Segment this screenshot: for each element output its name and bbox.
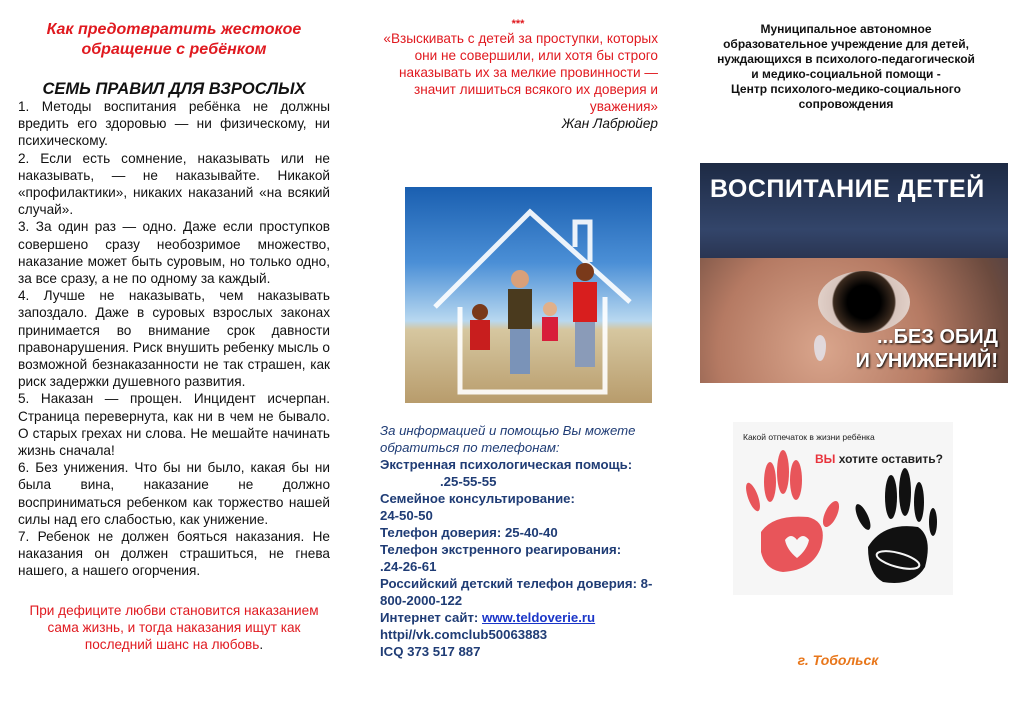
- poster-subtitle-1: ...БЕЗ ОБИД: [876, 326, 998, 348]
- handprints-poster: [733, 422, 953, 595]
- vk-link: httpi//vk.comclub50063883: [380, 627, 548, 642]
- contact-russian-child-line: [380, 575, 670, 609]
- stars-separator: ***: [511, 18, 525, 30]
- org-line: Муниципальное автономное: [760, 22, 932, 36]
- contact-label: Семейное консультирование:: [380, 491, 575, 506]
- closing-text: При дефиците любви становится наказанием сама жизнь, и тогда наказания ищут как последний шанс на любовь: [29, 602, 319, 652]
- contact-label: Российский детский телефон доверия:: [380, 576, 637, 591]
- rules-heading: СЕМЬ ПРАВИЛ ДЛЯ ВЗРОСЛЫХ: [42, 80, 306, 98]
- org-line: Центр психолого-медико-социального: [731, 82, 961, 96]
- contact-family: [380, 490, 670, 524]
- icq-number: ICQ 373 517 887: [380, 644, 481, 659]
- org-line: сопровождения: [798, 97, 894, 111]
- black-handprint: [853, 468, 937, 583]
- contact-emergency-response: [380, 541, 670, 575]
- rule-2: 2. Если есть сомнение, наказывать или не наказывать, — не наказывайте. Никакой «профилактики», никаких наказаний «на всякий случай».: [18, 150, 330, 218]
- handprints-question-1: Какой отпечаток в жизни ребёнка: [743, 432, 875, 442]
- tear-image: [814, 335, 826, 361]
- poster-subtitle-2: И УНИЖЕНИЙ!: [855, 350, 998, 372]
- middle-column: [378, 18, 658, 132]
- contact-emergency-psych: [380, 456, 670, 490]
- org-line: нуждающихся в психолого-педагогической: [717, 52, 975, 66]
- brochure-title: Как предотвратить жестокое обращение с ребёнком: [46, 21, 302, 58]
- contacts-block: [380, 422, 670, 660]
- org-line: и медико-социальной помощи -: [751, 67, 941, 81]
- right-column: [688, 22, 1004, 112]
- website-label: Интернет сайт:: [380, 610, 479, 625]
- contact-label: Телефон доверия:: [380, 525, 502, 540]
- website-link[interactable]: www.teldoverie.ru: [482, 610, 596, 625]
- contact-phone: 8-800-2000-122: [380, 576, 653, 608]
- crying-child-poster: [700, 163, 1008, 383]
- contact-trust: [380, 524, 670, 541]
- closing-period: .: [259, 636, 264, 652]
- left-column: [18, 20, 330, 653]
- closing-quote: [18, 602, 330, 653]
- rule-6: 6. Без унижения. Что бы ни было, какая бы ни была вина, наказание не должно восприниматься ребенком как торжество нашей силы над его слабостью, как унижение.: [18, 460, 330, 527]
- contact-label: Экстренная психологическая помощь:: [380, 457, 633, 472]
- epigraph-quote: «Взыскивать с детей за проступки, которых они не совершили, или хотя бы строго наказывать их за мелкие провинности — значит лишиться всякого их доверия и уважения»: [383, 31, 658, 114]
- contact-phone: 24-50-50: [380, 508, 433, 523]
- contact-phone: .25-55-55: [440, 474, 497, 489]
- contacts-intro: За информацией и помощью Вы можете обратиться по телефонам:: [380, 423, 636, 455]
- handprints-accent: ВЫ: [814, 452, 836, 466]
- rule-7: 7. Ребенок не должен бояться наказания. Не наказания он должен страшиться, не гнева нашего, а нашего огорчения.: [18, 529, 330, 579]
- family-illustration: [405, 187, 652, 403]
- rule-4: 4. Лучше не наказывать, чем наказывать запоздало. Даже в суровых взрослых законах принимается во внимание срок давности правонарушения. Риск внушить ребенку мысль о возможной безнаказанности не так страшен, как риск задержки душевного развития.: [18, 288, 330, 390]
- contact-phone: .24-26-61: [380, 559, 437, 574]
- handprints-illustration: [733, 422, 953, 595]
- contact-label: Телефон экстренного реагирования:: [380, 542, 622, 557]
- eye-image: [818, 271, 910, 333]
- rule-5: 5. Наказан — прощен. Инцидент исчерпан. Страница перевернута, как ни в чем не бывало. О старых грехах ни слова. Не мешайте начинать жизнь сначала!: [18, 391, 330, 459]
- handprints-question-text: хотите оставить?: [835, 452, 943, 466]
- red-handprint: [743, 450, 842, 572]
- website-line: [380, 609, 670, 626]
- contact-phone: 25-40-40: [504, 525, 558, 540]
- quote-author: Жан Лабрюйер: [561, 116, 658, 131]
- rule-1: 1. Методы воспитания ребёнка не должны вредить его здоровью — ни физическому, ни психическому.: [18, 99, 330, 149]
- poster-title: ВОСПИТАНИЕ ДЕТЕЙ: [710, 175, 985, 203]
- poster-subtitle: [856, 325, 998, 373]
- family-house-image: [405, 187, 652, 403]
- city-name: г. Тобольск: [797, 652, 879, 668]
- rule-3: 3. За один раз — одно. Даже если проступков совершено сразу необозримое множество, наказание может быть суровым, но только одно, за все сразу, а не по одному за каждый.: [18, 219, 330, 287]
- org-line: образовательное учреждение для детей,: [723, 37, 969, 51]
